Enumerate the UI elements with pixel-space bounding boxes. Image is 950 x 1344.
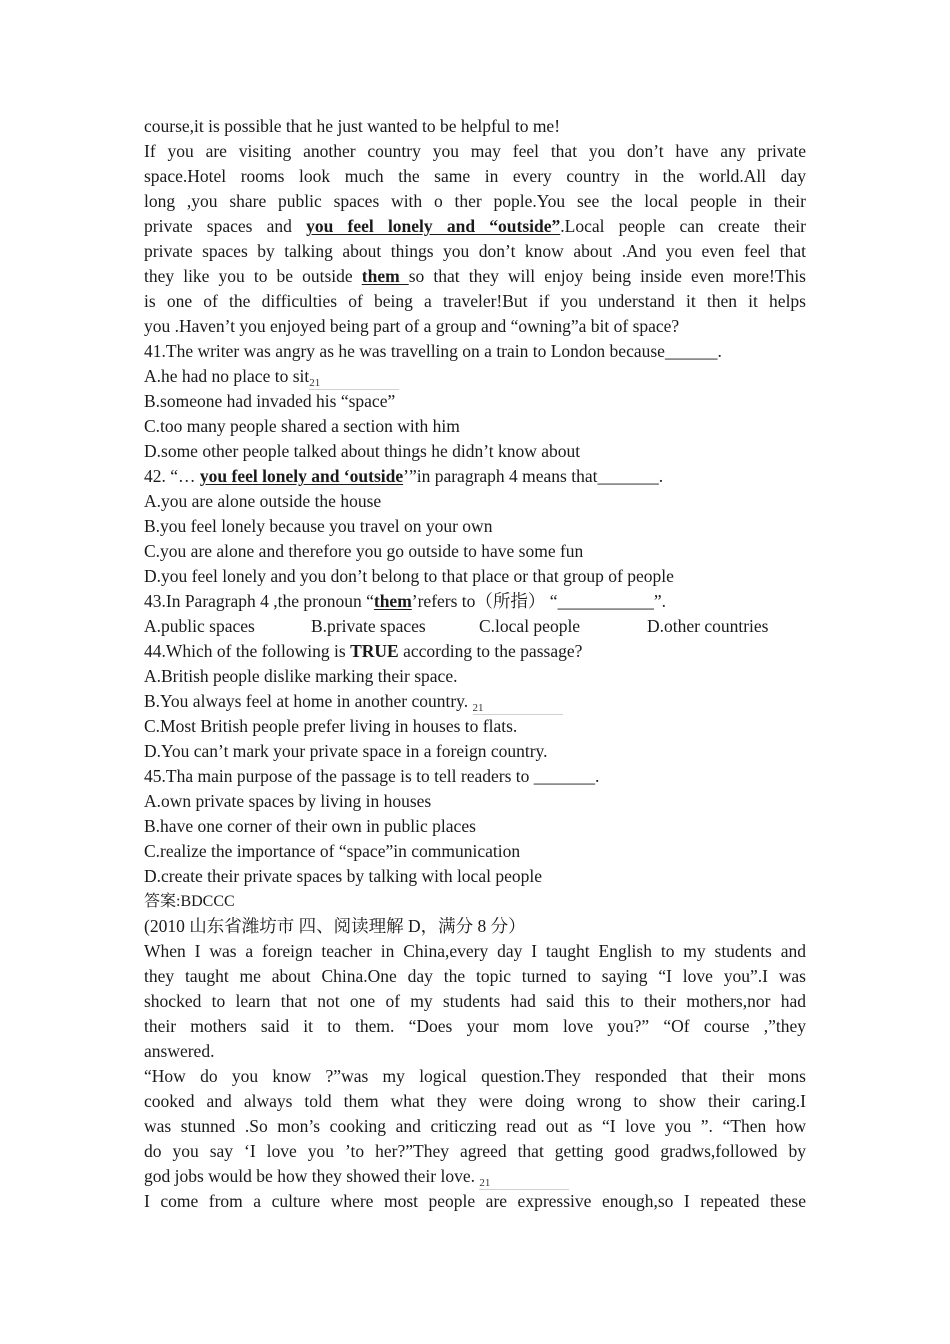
option-45-c: C.realize the importance of “space”in communication: [144, 841, 521, 861]
option-44-a: A.British people dislike marking their space.: [144, 666, 458, 686]
question-45-stem: 45.Tha main purpose of the passage is to tell readers to _______.: [144, 766, 600, 786]
option-43-a: A.public spaces: [144, 616, 255, 636]
document-page: [144, 114, 806, 1214]
passage2-line: shocked to learn that not one of my students had said this to their mothers,nor had: [144, 991, 806, 1011]
question-44-stem: [144, 639, 806, 664]
passage2-line: do you say ‘I love you ’to her?”They agreed that getting good gradws,followed by: [144, 1141, 806, 1161]
watermark-mark: 21: [473, 702, 563, 715]
passage2-line: “How do you know ?”was my logical question.They responded that their mons: [144, 1066, 806, 1086]
question-42-stem: [144, 464, 806, 489]
option-42-a: A.you are alone outside the house: [144, 491, 382, 511]
option-44-b: [144, 689, 806, 714]
option-text: B.You always feel at home in another country.: [144, 691, 473, 711]
passage-line: is one of the difficulties of being a traveler!But if you understand it then it helps: [144, 291, 806, 311]
passage2-line: was stunned .So mon’s cooking and criticzing read out as “I love you ”. “Then how: [144, 1116, 806, 1136]
passage-line: space.Hotel rooms look much the same in every country in the world.All day: [144, 166, 806, 186]
option-43-d: D.other countries: [647, 616, 769, 636]
option-42-b: B.you feel lonely because you travel on your own: [144, 516, 493, 536]
passage-line: [144, 264, 806, 289]
text-span: .Local people can create their: [560, 216, 806, 236]
option-42-d: D.you feel lonely and you don’t belong to that place or that group of people: [144, 566, 674, 586]
underlined-phrase: you feel lonely and ‘outside: [199, 466, 404, 486]
passage2-line: answered.: [144, 1041, 215, 1061]
option-45-b: B.have one corner of their own in public places: [144, 816, 476, 836]
underlined-pronoun: them: [361, 266, 409, 286]
passage-line: [144, 214, 806, 239]
answer-key: 答案:BDCCC: [144, 893, 235, 910]
option-41-a: [144, 364, 806, 389]
text-span: according to the passage?: [398, 641, 583, 661]
text-span: ’refers to（所指） “___________”.: [411, 591, 666, 611]
question-43-stem: [144, 589, 806, 614]
passage-line: If you are visiting another country you may feel that you don’t have any private: [144, 141, 806, 161]
watermark-mark: 21: [479, 1177, 569, 1190]
passage2-line: When I was a foreign teacher in China,every day I taught English to my students and: [144, 941, 806, 961]
text-span: 43.In Paragraph 4 ,the pronoun “: [144, 591, 374, 611]
passage2-line: they taught me about China.One day the topic turned to saying “I love you”.I was: [144, 966, 806, 986]
text-span: private spaces and: [144, 216, 307, 236]
option-45-a: A.own private spaces by living in houses: [144, 791, 432, 811]
option-45-d: D.create their private spaces by talking with local people: [144, 866, 542, 886]
option-41-b: B.someone had invaded his “space”: [144, 391, 396, 411]
passage-line: long ,you share public spaces with o ther pople.You see the local people in their: [144, 191, 806, 211]
passage-line: course,it is possible that he just wanted to be helpful to me!: [144, 116, 561, 136]
underlined-phrase: you feel lonely and “outside”: [306, 216, 561, 236]
option-43-b: B.private spaces: [311, 616, 426, 636]
text-span: 42. “…: [144, 466, 200, 486]
text-span: 44.Which of the following is: [144, 641, 351, 661]
watermark-mark: 21: [309, 377, 399, 390]
question-41-stem: 41.The writer was angry as he was travelling on a train to London because______.: [144, 341, 722, 361]
option-41-c: C.too many people shared a section with him: [144, 416, 460, 436]
option-42-c: C.you are alone and therefore you go outside to have some fun: [144, 541, 584, 561]
text-span: they like you to be outside: [144, 266, 362, 286]
passage2-line: I come from a culture where most people are expressive enough,so I repeated these: [144, 1191, 806, 1211]
option-41-d: D.some other people talked about things he didn’t know about: [144, 441, 581, 461]
text-span: so that they will enjoy being inside even more!This: [408, 266, 806, 286]
bold-word: TRUE: [350, 641, 399, 661]
text-span: god jobs would be how they showed their love.: [144, 1166, 480, 1186]
passage2-line: their mothers said it to them. “Does your mom love you?” “Of course ,”they: [144, 1016, 806, 1036]
underlined-pronoun: them: [373, 591, 412, 611]
option-44-c: C.Most British people prefer living in houses to flats.: [144, 716, 518, 736]
option-text: A.he had no place to sit: [144, 366, 310, 386]
passage2-line: cooked and always told them what they were doing wrong to show their caring.I: [144, 1091, 806, 1111]
options-43-row: [144, 614, 806, 639]
text-span: ’”in paragraph 4 means that_______.: [403, 466, 664, 486]
option-43-c: C.local people: [479, 616, 581, 636]
passage2-line: [144, 1164, 806, 1189]
source-heading: (2010 山东省潍坊市 四、阅读理解 D，满分 8 分）: [144, 916, 526, 936]
passage-line: private spaces by talking about things you don’t know about .And you even feel that: [144, 241, 806, 261]
option-44-d: D.You can’t mark your private space in a foreign country.: [144, 741, 548, 761]
passage-line: you .Haven’t you enjoyed being part of a group and “owning”a bit of space?: [144, 316, 680, 336]
